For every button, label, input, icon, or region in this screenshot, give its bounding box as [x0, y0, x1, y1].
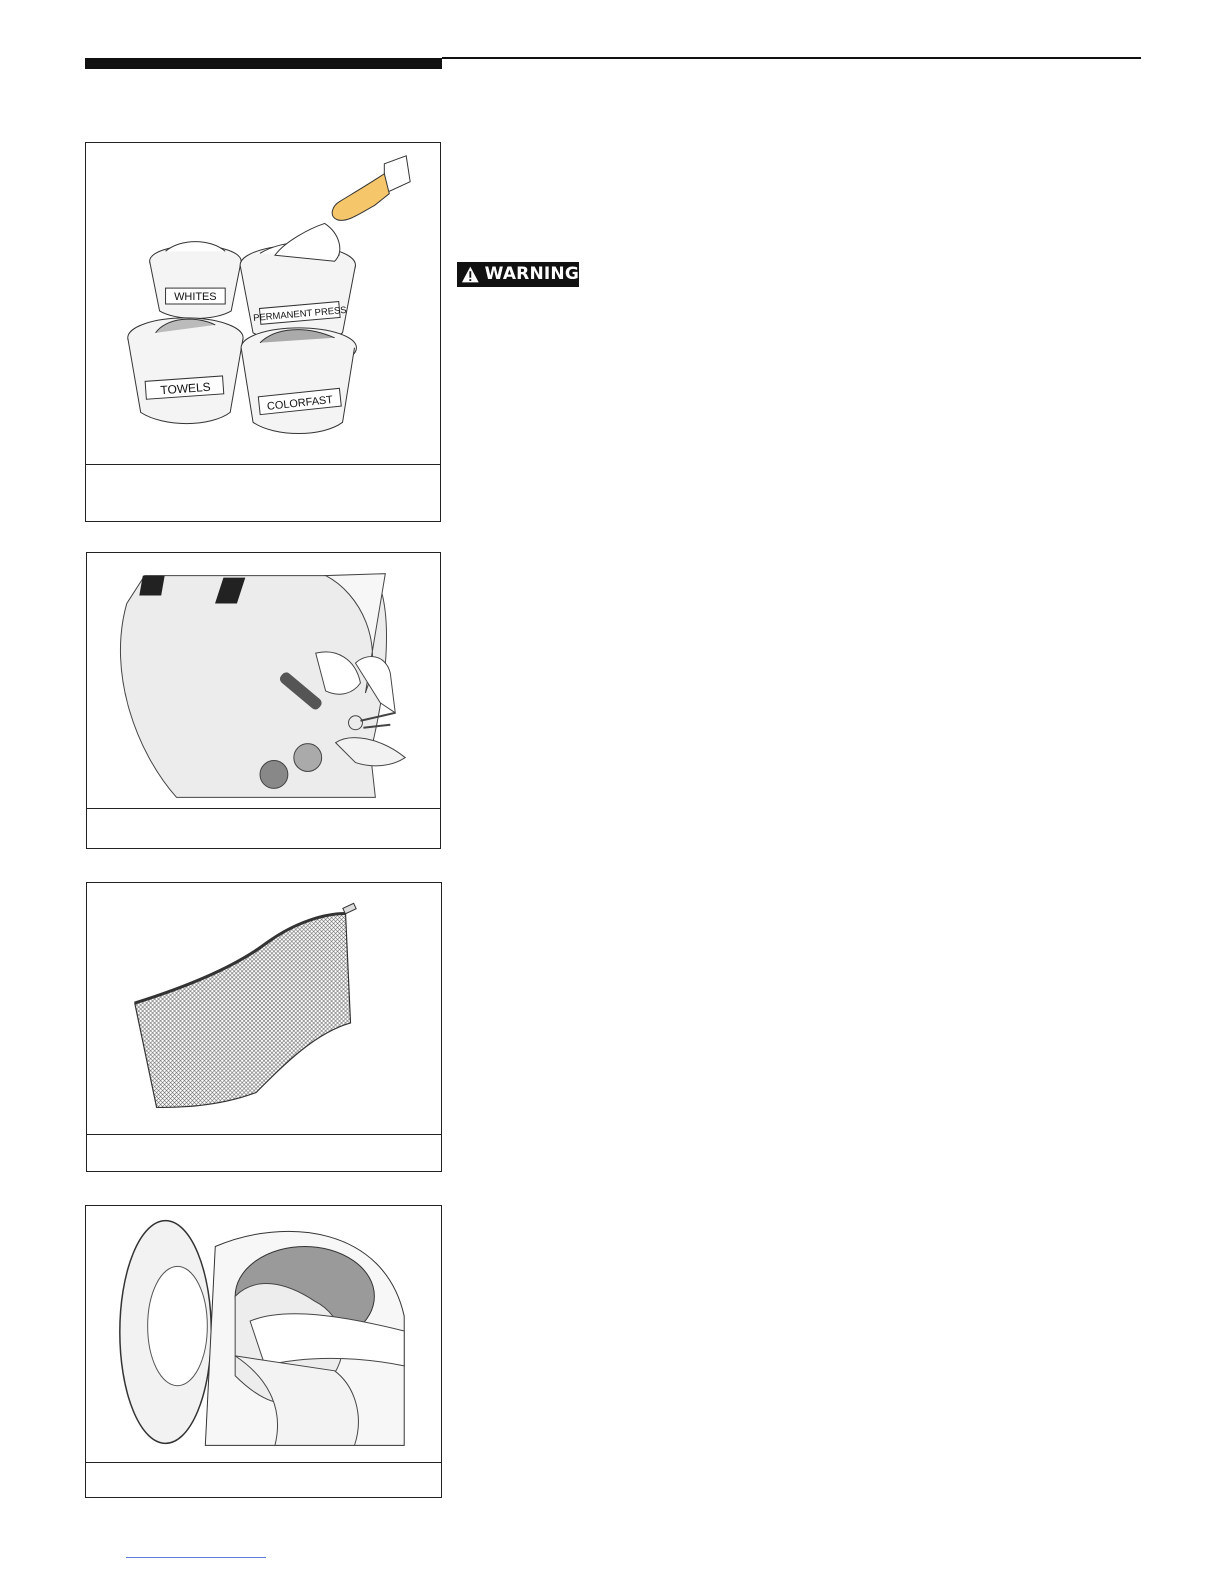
figure-mesh-bag	[86, 882, 442, 1172]
basket-label-towels: TOWELS	[160, 379, 212, 398]
warning-text: WARNING	[484, 264, 579, 284]
basket-label-whites: WHITES	[174, 291, 217, 304]
sorted-laundry-baskets-illustration	[86, 143, 440, 466]
header-rule	[442, 57, 1141, 59]
mesh-laundry-bag-illustration	[87, 883, 441, 1136]
basket-label-permanent-press: PERMANENT PRESS	[252, 304, 348, 324]
warning-triangle-icon	[461, 265, 480, 284]
figure-caption-strip	[86, 1462, 441, 1497]
figure-loading-washer	[85, 1205, 442, 1498]
footer-link-underline[interactable]	[126, 1557, 266, 1558]
warning-label	[457, 262, 579, 287]
figure-empty-pockets	[86, 552, 441, 849]
basket-label-colorfast: COLORFAST	[266, 393, 334, 413]
empty-pockets-illustration	[87, 553, 440, 810]
figure-sort-laundry	[85, 142, 441, 522]
figure-caption-strip	[87, 808, 440, 848]
loading-washer-illustration	[86, 1206, 441, 1464]
figure-caption-strip	[86, 464, 440, 521]
figure-caption-strip	[87, 1134, 441, 1171]
header-bar-thick	[85, 58, 442, 69]
